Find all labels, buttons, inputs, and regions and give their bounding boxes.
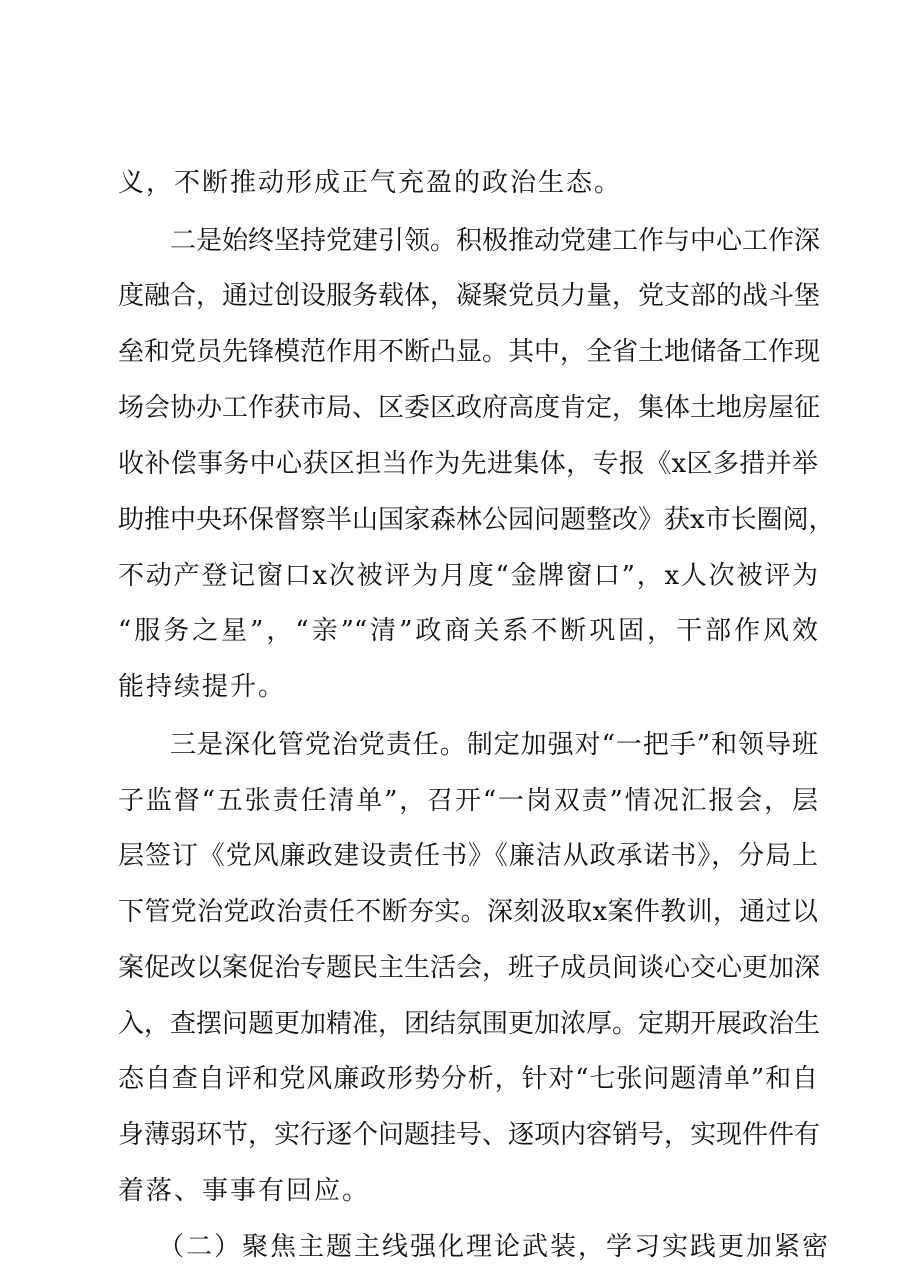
paragraph-line: 态自查自评和党风廉政形势分析，针对“七张问题清单”和自 — [118, 1064, 818, 1094]
paragraph-line: 案促改以案促治专题民主生活会，班子成员间谈心交心更加深 — [118, 953, 821, 983]
paragraph-line: 二是始终坚持党建引领。积极推动党建工作与中心工作深 — [170, 226, 821, 256]
paragraph-line: “服务之星”，“亲”“清”政商关系不断巩固，干部作风效 — [118, 616, 818, 646]
section-heading: （二）聚焦主题主线强化理论武装，学习实践更加紧密 — [158, 1232, 831, 1262]
paragraph-line: 度融合，通过创设服务载体，凝聚党员力量，党支部的战斗堡 — [118, 281, 821, 311]
paragraph-line: 下管党治党政治责任不断夯实。深刻汲取x案件教训，通过以 — [118, 897, 818, 927]
paragraph-line: 入，查摆问题更加精准，团结氛围更加浓厚。定期开展政治生 — [118, 1009, 821, 1039]
paragraph-line: 着落、事事有回应。 — [118, 1176, 371, 1206]
paragraph-line: 身薄弱环节，实行逐个问题挂号、逐项内容销号，实现件件有 — [118, 1120, 821, 1150]
paragraph-line: 子监督“五张责任清单”，召开“一岗双责”情况汇报会，层 — [118, 786, 818, 816]
paragraph-line: 层签订《党风廉政建设责任书》《廉洁从政承诺书》，分局上 — [118, 841, 818, 871]
paragraph-line: 不动产登记窗口x次被评为月度“金牌窗口”，x人次被评为 — [118, 561, 818, 591]
paragraph-line: 能持续提升。 — [118, 672, 287, 702]
paragraph-line: 助推中央环保督察半山国家森林公园问题整改》获x市长圈阅， — [118, 505, 835, 535]
paragraph-line: 场会协办工作获市局、区委区政府高度肯定，集体土地房屋征 — [118, 393, 821, 423]
paragraph-line: 三是深化管党治党责任。制定加强对“一把手”和领导班 — [170, 730, 818, 760]
paragraph-line: 垒和党员先锋模范作用不断凸显。其中，全省土地储备工作现 — [118, 337, 821, 367]
paragraph-line: 收补偿事务中心获区担当作为先进集体，专报《x区多措并举 — [118, 449, 818, 479]
paragraph-line: 义，不断推动形成正气充盈的政治生态。 — [118, 168, 623, 198]
